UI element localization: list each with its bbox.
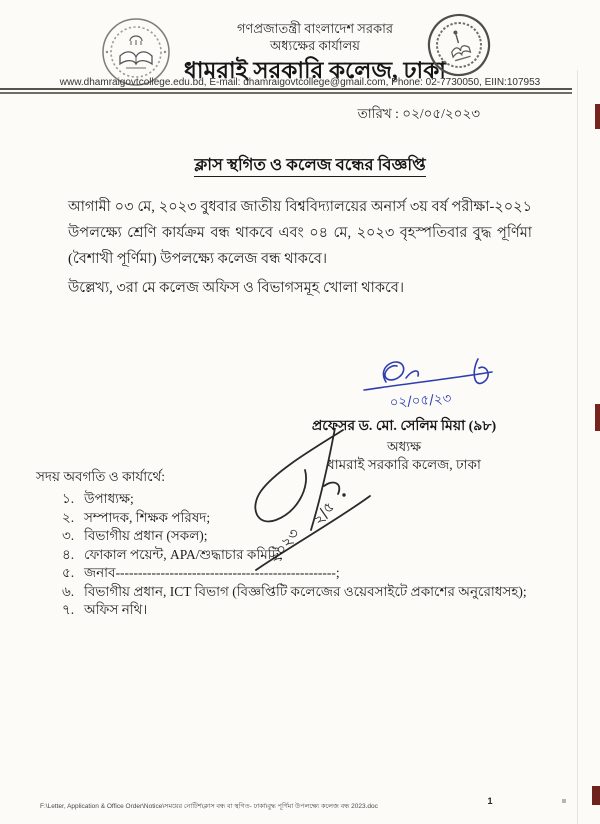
list-item-text: সম্পাদক, শিক্ষক পরিষদ; [84,509,211,525]
list-item-text: বিভাগীয় প্রধান (সকল); [84,528,208,543]
note-paragraph: উল্লেখ্য, ৩রা মে কলেজ অফিস ও বিভাগসমূহ খোলা থাকবে। [68,280,405,296]
office-line: অধ্যক্ষের কার্যালয় [270,38,360,53]
distribution-list [62,492,532,622]
page-number: 1 [487,796,493,806]
principal-institution: ধামরাই সরকারি কলেজ, ঢাকা [327,457,481,472]
body-paragraph: আগামী ০৩ মে, ২০২৩ বুধবার জাতীয় বিশ্ববিদ্যালয়ের অনার্স ৩য় বর্ষ পরীক্ষা-২০২১ উপলক্ষ্যে শ্রেণি কার্যক্রম বন্ধ থাকবে এবং ০৪ মে, ২০২৩ বৃহস্পতিবার বুদ্ধ পূর্ণিমা (বৈশাখী পূর্ণিমা) উপলক্ষ্যে কলেজ বন্ধ থাকবে। [68,199,532,267]
list-item-number: ৪. [62,546,75,562]
page-edge-line [577,70,578,824]
footer-file-path: F:\Letter, Application & Office Order\Notice\সময়ের নোটিশ\ক্লাস বন্ধ বা স্থগিত- ঢাকা\বুদ্ধ পূর্ণিমা উপলক্ষ্যে কলেজ বন্ধ 2023.doc [40,803,378,810]
distribution-heading: সদয় অবগতি ও কার্যার্থে: [36,469,166,484]
list-item [62,566,532,580]
notice-title: ক্লাস স্থগিত ও কলেজ বন্ধের বিজ্ঞপ্তি [194,155,425,177]
list-item-text: বিভাগীয় প্রধান, ICT বিভাগ (বিজ্ঞপ্তিটি কলেজের ওয়েবসাইটে প্রকাশের অনুরোধসহ); [84,583,527,599]
list-item-number: ২. [62,509,75,525]
list-item-number: ৫. [62,565,75,580]
header-divider [0,88,572,95]
forward-mark-date-2: ২০২৩ [264,524,304,567]
list-item [62,603,532,617]
list-item-text: উপাধ্যক্ষ; [84,491,134,506]
scan-artifact-edge-3 [592,786,600,805]
list-item [62,492,532,506]
notice-title-wrap [100,152,520,179]
list-item-text: জনাব-------------------------------------------------; [84,565,340,580]
signature-date: ০২/০৫/২৩ [389,390,452,411]
list-item [62,548,532,562]
list-item [62,585,532,599]
list-item [62,529,532,543]
scan-artifact-edge-2 [595,404,600,431]
date-line: তারিখ : ০২/০৫/২০২৩ [357,106,480,121]
principal-name: প্রফেসর ড. মো. সেলিম মিয়া (৯৮) [311,419,497,434]
list-item-number: ১. [62,491,75,506]
list-item-number: ৬. [62,583,75,599]
government-line: গণপ্রজাতন্ত্রী বাংলাদেশ সরকার [236,21,394,36]
college-name: ধামরাই সরকারি কলেজ, ঢাকা [184,58,446,83]
list-item-number: ৩. [62,528,75,543]
contact-line: www.dhamraigovtcollege.edu.bd, E-mail: dhamraigovtcollege@gmail.com, Phone: 02-7730050, EIIN:107953 [59,77,541,88]
list-item [62,511,532,525]
scan-artifact-edge-1 [595,104,600,129]
principal-designation: অধ্যক্ষ [386,439,422,454]
scan-artifact-dot [562,799,566,803]
list-item-text: অফিস নথি। [84,602,148,617]
list-item-text: ফোকাল পয়েন্ট, APA/শুদ্ধাচার কমিটি; [84,546,283,562]
list-item-number: ৭. [62,602,75,617]
forward-mark-date-1: ২/৫ [308,498,339,529]
principal-signature-ink [356,354,506,414]
